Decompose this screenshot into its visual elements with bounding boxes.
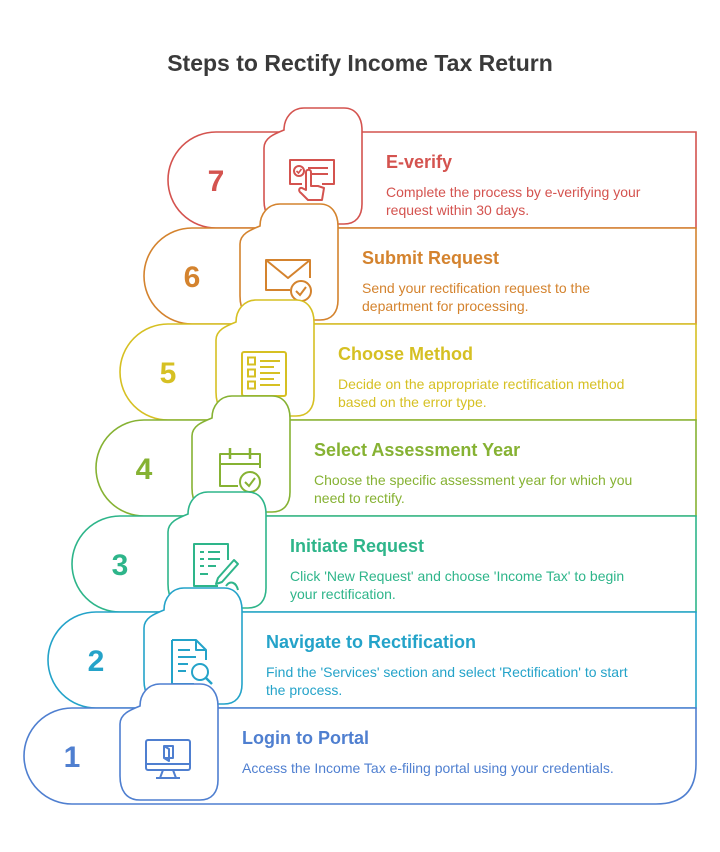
step-description: Choose the specific assessment year for which you [314, 472, 633, 488]
step-description: based on the error type. [338, 394, 487, 410]
step-title: E-verify [386, 152, 453, 172]
step-description: Access the Income Tax e-filing portal using your credentials. [242, 760, 614, 776]
step-7 [168, 108, 696, 228]
step-number: 4 [135, 453, 153, 486]
step-number: 2 [87, 645, 105, 678]
step-description: department for processing. [362, 298, 529, 314]
step-description: the process. [266, 682, 343, 698]
step-description: request within 30 days. [386, 202, 530, 218]
step-number: 6 [183, 261, 201, 294]
step-number: 1 [63, 741, 81, 774]
step-description: Send your rectification request to the [362, 280, 591, 296]
step-title: Login to Portal [242, 728, 369, 748]
step-title: Navigate to Rectification [266, 632, 477, 652]
step-description: Decide on the appropriate rectification method [338, 376, 625, 392]
step-description: Complete the process by e-verifying your [386, 184, 641, 200]
step-number: 7 [207, 165, 225, 198]
step-number: 5 [159, 357, 177, 390]
step-title: Initiate Request [290, 536, 425, 556]
step-title: Submit Request [362, 248, 500, 268]
step-description: Find the 'Services' section and select 'Rectification' to start [266, 664, 628, 680]
step-description: your rectification. [290, 586, 396, 602]
step-number: 3 [111, 549, 129, 582]
page-title: Steps to Rectify Income Tax Return [167, 50, 553, 76]
step-title: Select Assessment Year [314, 440, 521, 460]
step-title: Choose Method [338, 344, 473, 364]
step-description: need to rectify. [314, 490, 405, 506]
step-description: Click 'New Request' and choose 'Income Tax' to begin [290, 568, 625, 584]
